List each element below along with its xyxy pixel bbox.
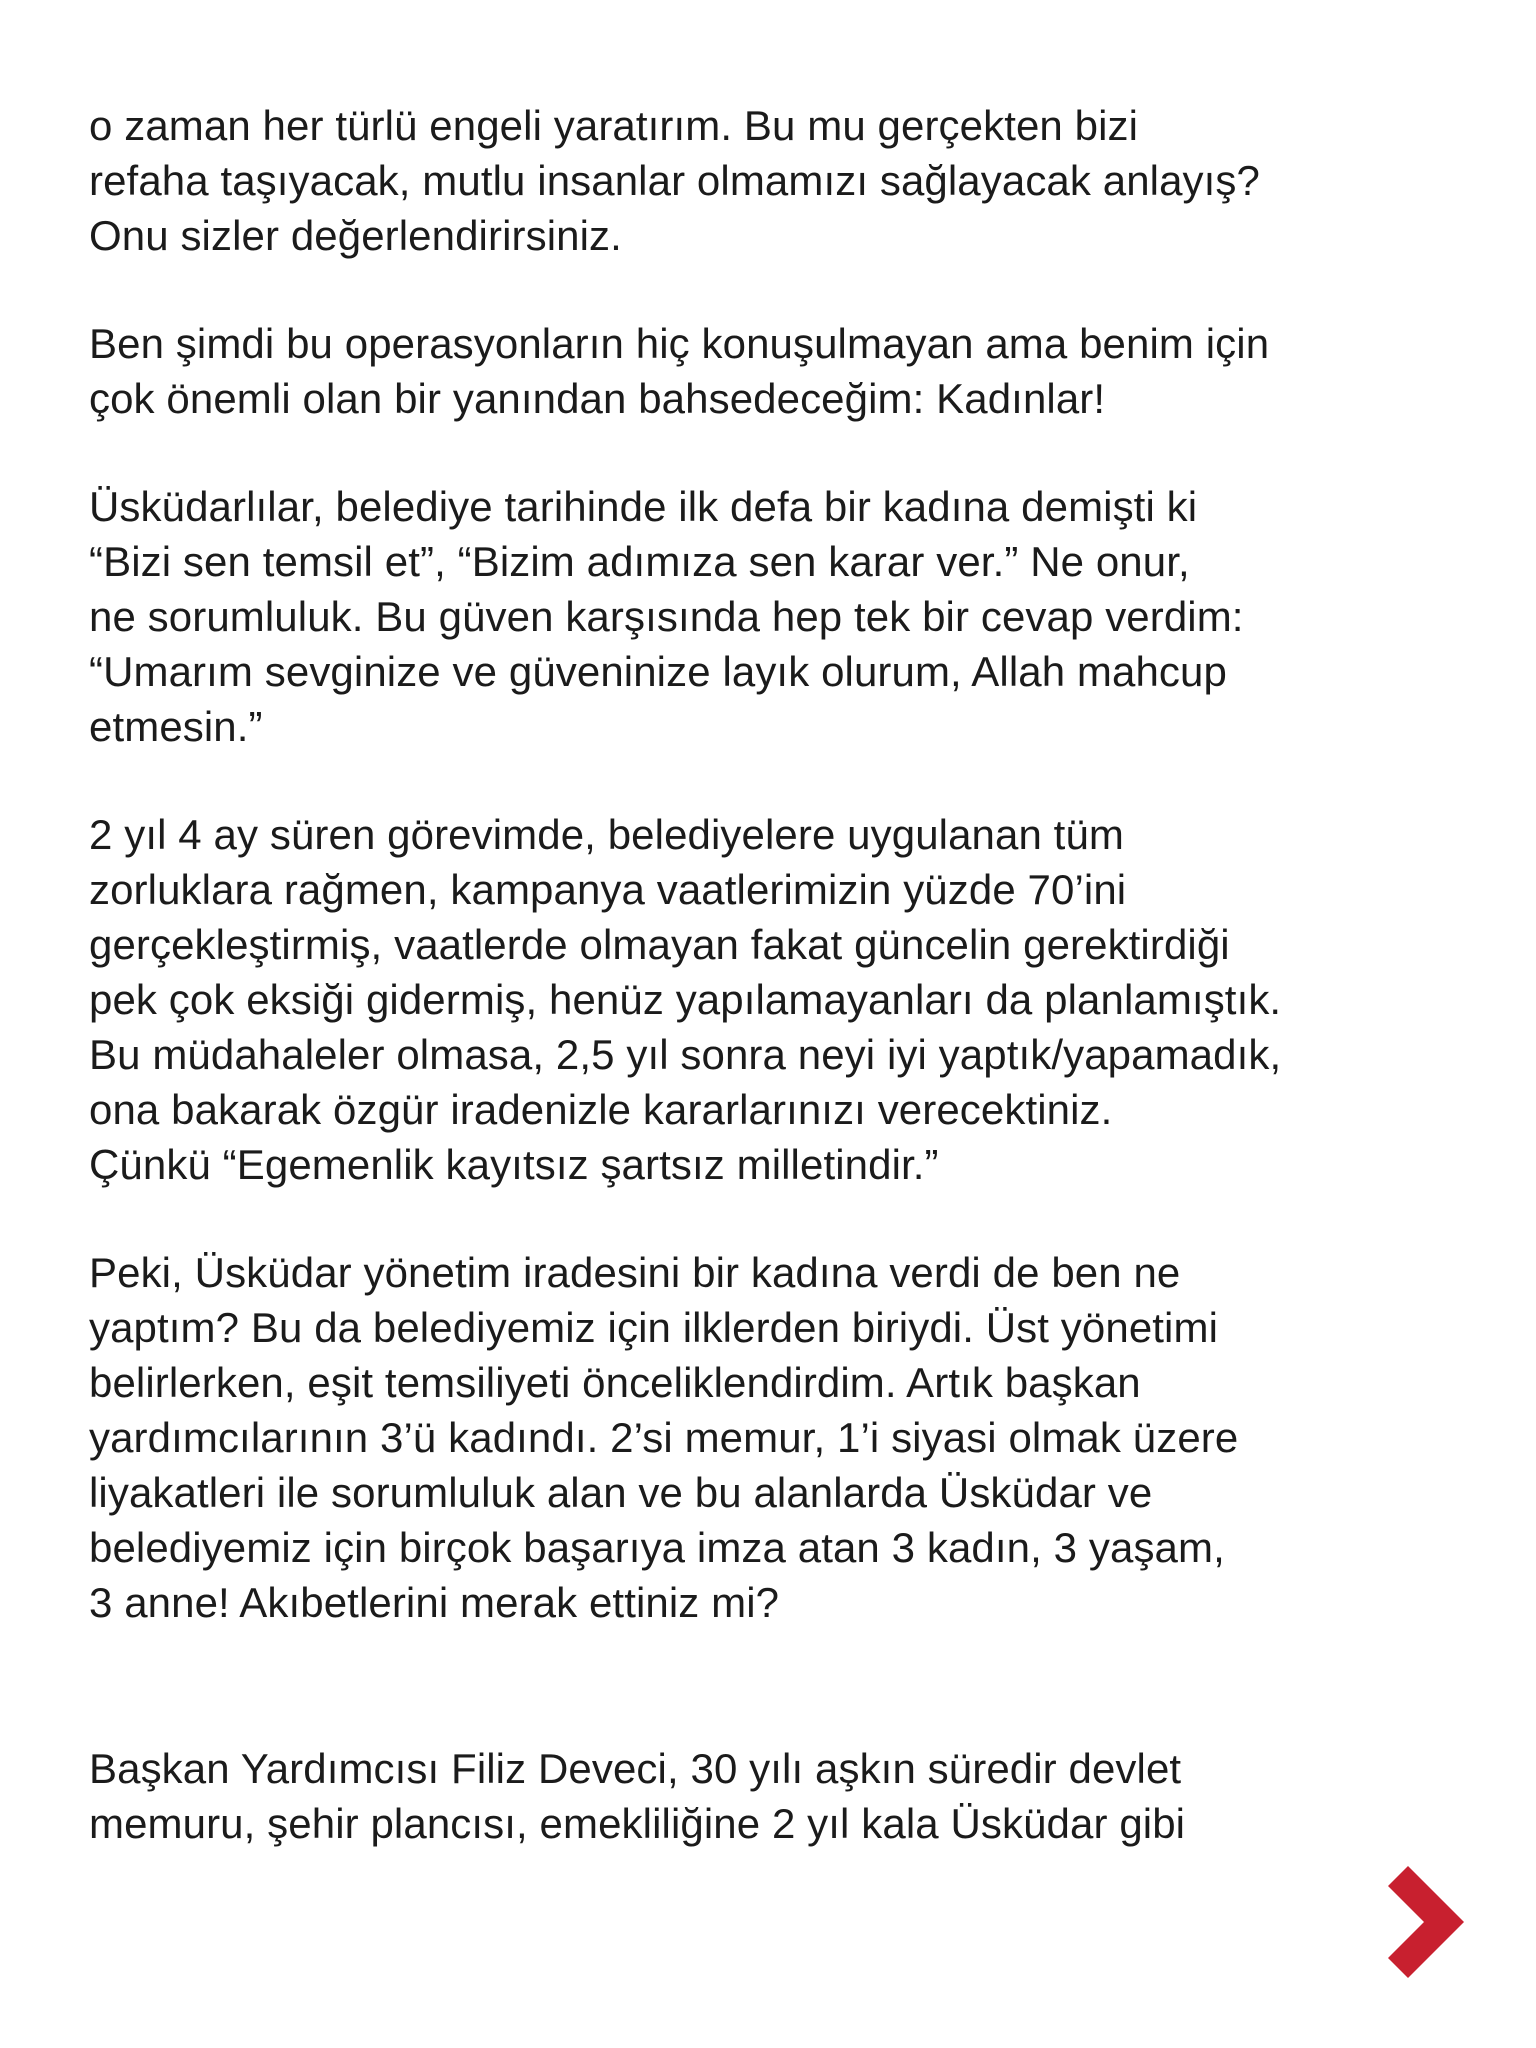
- chevron-right-icon: [1388, 1866, 1470, 1978]
- text-line: etmesin.”: [89, 703, 263, 750]
- text-line: ona bakarak özgür iradenizle kararlarınızı verecektiniz.: [89, 1086, 1113, 1133]
- paragraph-2: [89, 316, 1489, 426]
- text-line: zorluklara rağmen, kampanya vaatlerimizin yüzde 70’ini: [89, 866, 1127, 913]
- text-line: memuru, şehir plancısı, emekliliğine 2 yıl kala Üsküdar gibi: [89, 1800, 1186, 1847]
- paragraph-6: [89, 1741, 1489, 1851]
- paragraph-spacer: [89, 754, 1489, 807]
- text-line: gerçekleştirmiş, vaatlerde olmayan fakat güncelin gerektirdiği: [89, 921, 1230, 968]
- text-line: yaptım? Bu da belediyemiz için ilklerden biriydi. Üst yönetimi: [89, 1304, 1219, 1351]
- text-line: belediyemiz için birçok başarıya imza atan 3 kadın, 3 yaşam,: [89, 1524, 1225, 1571]
- text-line: belirlerken, eşit temsiliyeti önceliklendirdim. Artık başkan: [89, 1359, 1141, 1406]
- text-line: ne sorumluluk. Bu güven karşısında hep tek bir cevap verdim:: [89, 593, 1244, 640]
- paragraph-spacer: [89, 1192, 1489, 1245]
- text-line: Bu müdahaleler olmasa, 2,5 yıl sonra neyi iyi yaptık/yapamadık,: [89, 1031, 1282, 1078]
- text-line: Çünkü “Egemenlik kayıtsız şartsız milletindir.”: [89, 1141, 939, 1188]
- paragraph-5: [89, 1245, 1489, 1630]
- text-line: o zaman her türlü engeli yaratırım. Bu mu gerçekten bizi: [89, 102, 1139, 149]
- text-line: Üsküdarlılar, belediye tarihinde ilk defa bir kadına demişti ki: [89, 483, 1198, 530]
- text-line: Başkan Yardımcısı Filiz Deveci, 30 yılı aşkın süredir devlet: [89, 1745, 1182, 1792]
- text-line: 3 anne! Akıbetlerini merak ettiniz mi?: [89, 1579, 780, 1626]
- paragraph-spacer: [89, 1630, 1489, 1741]
- text-line: yardımcılarının 3’ü kadındı. 2’si memur, 1’i siyasi olmak üzere: [89, 1414, 1239, 1461]
- text-line: Onu sizler değerlendirirsiniz.: [89, 212, 622, 259]
- paragraph-1: [89, 98, 1489, 263]
- text-line: çok önemli olan bir yanından bahsedeceğim: Kadınlar!: [89, 375, 1106, 422]
- text-line: pek çok eksiği gidermiş, henüz yapılamayanları da planlamıştık.: [89, 976, 1282, 1023]
- text-line: Peki, Üsküdar yönetim iradesini bir kadına verdi de ben ne: [89, 1249, 1181, 1296]
- next-page-button[interactable]: [1388, 1866, 1470, 1978]
- document-body: [89, 98, 1489, 1851]
- paragraph-spacer: [89, 263, 1489, 316]
- paragraph-3: [89, 479, 1489, 754]
- paragraph-4: [89, 807, 1489, 1192]
- paragraph-spacer: [89, 426, 1489, 479]
- text-line: “Umarım sevginize ve güveninize layık olurum, Allah mahcup: [89, 648, 1227, 695]
- text-line: refaha taşıyacak, mutlu insanlar olmamızı sağlayacak anlayış?: [89, 157, 1260, 204]
- text-line: Ben şimdi bu operasyonların hiç konuşulmayan ama benim için: [89, 320, 1270, 367]
- text-line: “Bizi sen temsil et”, “Bizim adımıza sen karar ver.” Ne onur,: [89, 538, 1190, 585]
- text-line: liyakatleri ile sorumluluk alan ve bu alanlarda Üsküdar ve: [89, 1469, 1153, 1516]
- text-line: 2 yıl 4 ay süren görevimde, belediyelere uygulanan tüm: [89, 811, 1124, 858]
